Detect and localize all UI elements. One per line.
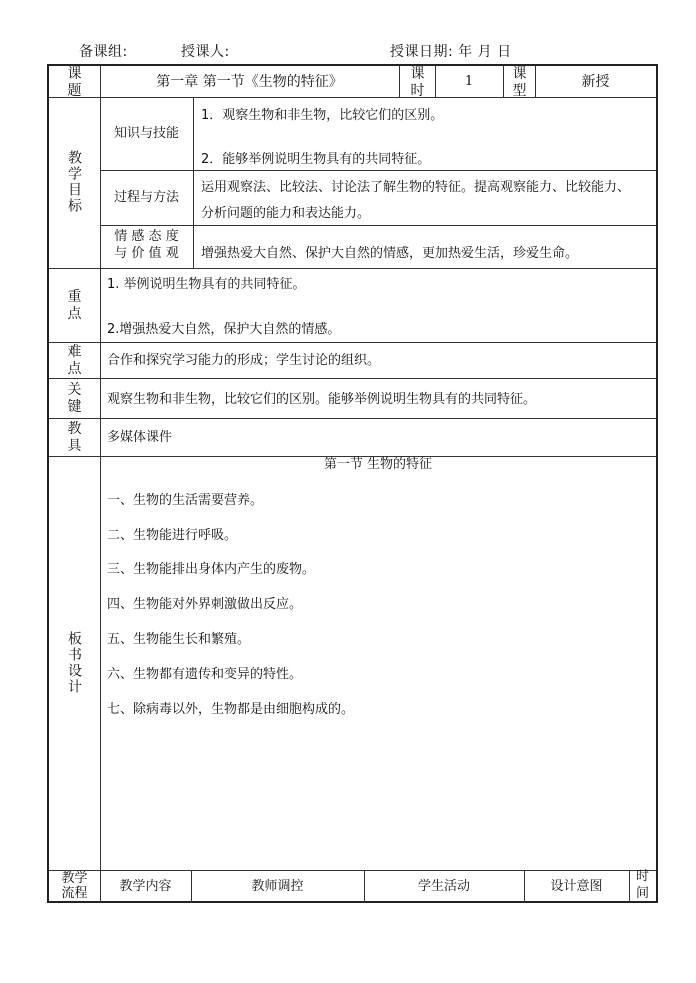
flow-label: 教学流程 [61,871,88,901]
lesson-title: 第一章 第一节《生物的特征》 [156,74,343,90]
flow-column-content: 教学内容 [119,879,172,894]
board-item: 五、生物能生长和繁殖。 [107,632,251,647]
key-label: 关键 [67,382,82,415]
date-label: 授课日期: 年 月 日 [390,44,512,60]
flow-column-intent: 设计意图 [550,879,603,894]
board-item: 二、生物能进行呼吸。 [107,528,238,543]
topic-label: 课题 [67,66,82,99]
prep-group-label: 备课组: [79,44,128,60]
tools-label: 教具 [67,421,82,454]
board-item: 六、生物都有遗传和变异的特性。 [107,667,303,682]
board-label: 板书设计 [66,631,82,695]
hours-label: 课时 [410,66,425,99]
board-title: 第一节 生物的特征 [323,457,433,472]
hours-value: 1 [464,74,474,89]
process-line-2: 分析问题的能力和表达能力。 [201,206,371,221]
knowledge-line-2: 2．能够举例说明生物具有的共同特征。 [201,152,431,167]
tools-text: 多媒体课件 [107,430,173,445]
difficulties-label: 难点 [67,344,82,377]
key-point-1: 1. 举例说明生物具有的共同特征。 [107,277,306,292]
type-label: 课型 [512,66,527,99]
knowledge-line-1: 1．观察生物和非生物，比较它们的区别。 [201,108,444,123]
board-item: 四、生物能对外界刺激做出反应。 [107,597,303,612]
knowledge-label: 知识与技能 [113,126,179,141]
flow-column-teacher: 教师调控 [251,879,304,894]
key-points-label: 重点 [67,289,82,322]
difficulties-text: 合作和探究学习能力的形成；学生讨论的组织。 [107,353,381,368]
teacher-label: 授课人: [181,44,230,60]
board-item: 七、除病毒以外，生物都是由细胞构成的。 [107,702,355,717]
objectives-label: 教学目标 [66,150,82,214]
board-item: 三、生物能排出身体内产生的废物。 [107,562,316,577]
process-line-1: 运用观察法、比较法、讨论法了解生物的特征。提高观察能力、比较能力、 [201,180,631,195]
emotion-text: 增强热爱大自然、保护大自然的情感，更加热爱生活，珍爱生命。 [201,246,579,261]
board-item: 一、生物的生活需要营养。 [107,493,264,508]
process-label: 过程与方法 [113,190,179,205]
key-text: 观察生物和非生物，比较它们的区别。能够举例说明生物具有的共同特征。 [107,392,537,407]
type-value: 新授 [581,74,610,90]
lesson-plan-table [47,64,658,903]
flow-time-label: 时间 [635,869,649,901]
emotion-label-line-2: 与 价 值 观 [114,246,179,261]
key-point-2: 2.增强热爱大自然，保护大自然的情感。 [107,322,341,337]
emotion-label-line-1: 情 感 态 度 [114,229,179,244]
flow-column-student: 学生活动 [417,879,470,894]
